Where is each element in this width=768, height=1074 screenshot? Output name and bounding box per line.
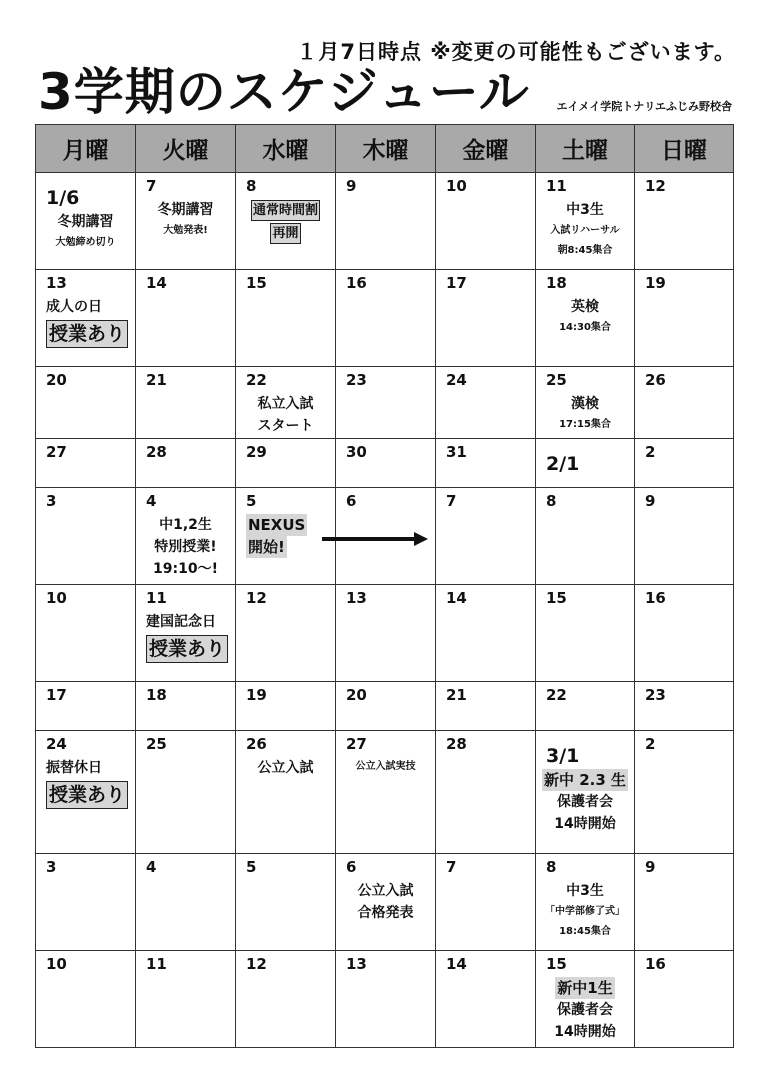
event-text: 開始!: [248, 538, 285, 556]
day-number: 2/1: [546, 453, 580, 475]
day-number: 12: [246, 955, 267, 973]
day-number: 17: [46, 686, 67, 704]
event-text: 公立入試: [357, 883, 414, 899]
day-number: 14: [146, 274, 167, 292]
update-note: １月7日時点 ※変更の可能性もございます。: [296, 40, 736, 64]
event-text: 公立入試: [257, 760, 314, 776]
day-number: 28: [146, 443, 167, 461]
day-number: 13: [346, 589, 367, 607]
day-number: 18: [546, 274, 567, 292]
day-number: 11: [146, 589, 167, 607]
day-cell: [536, 173, 635, 270]
weekday-header-row: [36, 125, 734, 173]
week-row: [36, 270, 734, 367]
day-cell: [436, 731, 536, 854]
day-number: 7: [446, 492, 457, 510]
class-held-badge: 授業あり: [46, 320, 128, 348]
day-number: 13: [46, 274, 67, 292]
day-number: 30: [346, 443, 367, 461]
day-number: 16: [645, 589, 666, 607]
day-cell: [36, 439, 136, 488]
event-text: 大勉締め切り: [55, 237, 116, 248]
day-number: 9: [645, 492, 656, 510]
day-number: 14: [446, 955, 467, 973]
day-number: 15: [546, 955, 567, 973]
week-row: [36, 682, 734, 731]
day-cell: [36, 854, 136, 951]
day-cell: [536, 731, 635, 854]
day-cell: [136, 951, 236, 1048]
day-number: 13: [346, 955, 367, 973]
event-text: 成人の日: [46, 299, 102, 315]
day-number: 7: [446, 858, 457, 876]
class-held-badge: 授業あり: [146, 635, 228, 663]
day-cell: [236, 488, 336, 585]
day-number: 15: [246, 274, 267, 292]
day-cell: [336, 270, 436, 367]
day-number: 3: [46, 492, 57, 510]
day-cell: [236, 367, 336, 439]
day-cell: [236, 854, 336, 951]
day-cell: [536, 854, 635, 951]
day-cell: [635, 439, 734, 488]
day-number: 31: [446, 443, 467, 461]
event-text: 建国記念日: [146, 614, 216, 630]
day-number: 4: [146, 858, 157, 876]
day-number: 21: [146, 371, 167, 389]
event-text: NEXUS: [248, 516, 306, 534]
event-text: 朝8:45集合: [557, 245, 613, 256]
day-number: 12: [645, 177, 666, 195]
weekday-thursday: 木曜: [336, 125, 436, 173]
day-cell: [236, 439, 336, 488]
day-number: 26: [645, 371, 666, 389]
day-cell: [236, 585, 336, 682]
day-cell: [36, 731, 136, 854]
day-number: 27: [346, 735, 367, 753]
day-number: 10: [46, 589, 67, 607]
day-cell: [136, 585, 236, 682]
day-number: 24: [46, 735, 67, 753]
day-number: 6: [346, 492, 357, 510]
day-cell: [136, 173, 236, 270]
event-text: 私立入試: [257, 396, 314, 412]
day-cell: [635, 731, 734, 854]
day-cell: [136, 367, 236, 439]
day-cell: [635, 173, 734, 270]
day-number: 8: [546, 492, 557, 510]
event-text: 14時開始: [554, 1024, 616, 1040]
day-number: 22: [246, 371, 267, 389]
day-number: 6: [346, 858, 357, 876]
day-number: 16: [645, 955, 666, 973]
event-text: 「中学部修了式」: [545, 906, 625, 917]
day-cell: [336, 682, 436, 731]
day-cell: [536, 951, 635, 1048]
day-number: 8: [246, 177, 257, 195]
day-cell: [536, 270, 635, 367]
day-cell: [36, 682, 136, 731]
day-number: 9: [346, 177, 357, 195]
day-number: 23: [346, 371, 367, 389]
day-cell: [436, 173, 536, 270]
event-text: 英検: [571, 299, 599, 315]
day-number: 28: [446, 735, 467, 753]
event-text: 保護者会: [557, 1002, 613, 1018]
day-number: 3/1: [546, 745, 580, 767]
week-row: [36, 731, 734, 854]
event-text: 公立入試実技: [355, 761, 416, 772]
day-cell: [36, 488, 136, 585]
day-number: 10: [46, 955, 67, 973]
event-text: 特別授業!: [154, 539, 217, 555]
day-cell: [436, 488, 536, 585]
week-row: [36, 854, 734, 951]
day-cell: [136, 270, 236, 367]
day-number: 8: [546, 858, 557, 876]
day-number: 21: [446, 686, 467, 704]
day-cell: [36, 585, 136, 682]
day-cell: [336, 439, 436, 488]
day-cell: [436, 682, 536, 731]
day-number: 22: [546, 686, 567, 704]
day-number: 5: [246, 858, 257, 876]
day-number: 23: [645, 686, 666, 704]
page-title: 3学期のスケジュール: [38, 63, 530, 121]
weekday-sunday: 日曜: [635, 125, 734, 173]
weekday-friday: 金曜: [436, 125, 536, 173]
day-cell: [635, 367, 734, 439]
day-cell: [36, 951, 136, 1048]
day-number: 11: [546, 177, 567, 195]
class-held-badge: 授業あり: [46, 781, 128, 809]
day-number: 25: [146, 735, 167, 753]
day-cell: [236, 173, 336, 270]
day-cell: [36, 173, 136, 270]
page-header: [0, 0, 768, 126]
event-text: 中1,2生: [159, 517, 212, 533]
day-number: 5: [246, 492, 257, 510]
day-cell: [36, 367, 136, 439]
event-text: 新中1生: [557, 979, 613, 997]
school-name: エイメイ学院トナリエふじみ野校舎: [556, 100, 732, 113]
event-text: 14時開始: [554, 816, 616, 832]
weekday-tuesday: 火曜: [136, 125, 236, 173]
day-number: 17: [446, 274, 467, 292]
day-number: 10: [446, 177, 467, 195]
day-cell: [336, 173, 436, 270]
day-cell: [536, 682, 635, 731]
day-cell: [136, 488, 236, 585]
day-number: 3: [46, 858, 57, 876]
event-text: 14:30集合: [559, 322, 611, 333]
event-text: 冬期講習: [57, 214, 114, 230]
day-number: 18: [146, 686, 167, 704]
day-cell: [436, 270, 536, 367]
day-cell: [236, 682, 336, 731]
day-cell: [436, 585, 536, 682]
day-cell: [635, 951, 734, 1048]
day-number: 4: [146, 492, 157, 510]
event-text: 大勉発表!: [163, 225, 208, 236]
day-number: 12: [246, 589, 267, 607]
day-cell: [536, 585, 635, 682]
day-cell: [336, 367, 436, 439]
day-cell: [336, 854, 436, 951]
event-text: 19:10～!: [153, 561, 218, 577]
day-cell: [136, 854, 236, 951]
day-number: 1/6: [46, 187, 80, 209]
event-text: 冬期講習: [157, 202, 214, 218]
event-text: 中3生: [566, 202, 604, 218]
event-text: 漢検: [571, 396, 599, 412]
day-number: 24: [446, 371, 467, 389]
day-number: 16: [346, 274, 367, 292]
day-cell: [536, 367, 635, 439]
week-row: [36, 173, 734, 270]
day-cell: [635, 270, 734, 367]
day-number: 19: [645, 274, 666, 292]
event-text: スタート: [257, 418, 314, 434]
day-cell: [236, 951, 336, 1048]
event-text: 中3生: [566, 883, 604, 899]
day-cell: [336, 951, 436, 1048]
event-text: 保護者会: [557, 794, 613, 810]
weekday-saturday: 土曜: [536, 125, 635, 173]
day-number: 26: [246, 735, 267, 753]
day-cell: [336, 585, 436, 682]
day-number: 7: [146, 177, 157, 195]
day-cell: [635, 854, 734, 951]
day-cell: [635, 488, 734, 585]
week-row: [36, 439, 734, 488]
day-number: 29: [246, 443, 267, 461]
event-text: 入試リハーサル: [550, 225, 620, 236]
weekday-wednesday: 水曜: [236, 125, 336, 173]
day-number: 2: [645, 735, 656, 753]
day-cell: [536, 488, 635, 585]
day-number: 27: [46, 443, 67, 461]
event-text: 再開: [270, 223, 300, 244]
day-number: 20: [346, 686, 367, 704]
weekday-monday: 月曜: [36, 125, 136, 173]
day-cell: [436, 854, 536, 951]
day-cell: [136, 731, 236, 854]
day-cell: [136, 682, 236, 731]
week-row: [36, 367, 734, 439]
event-text: 合格発表: [357, 905, 414, 921]
day-number: 25: [546, 371, 567, 389]
event-text: 新中 2.3 生: [543, 771, 627, 789]
schedule-calendar: [35, 124, 734, 1048]
day-cell: [236, 731, 336, 854]
day-cell: [536, 439, 635, 488]
day-cell: [436, 951, 536, 1048]
event-text: 17:15集合: [559, 419, 611, 430]
day-cell: [635, 682, 734, 731]
day-cell: [236, 270, 336, 367]
day-cell: [36, 270, 136, 367]
day-cell: [436, 367, 536, 439]
day-cell: [436, 439, 536, 488]
day-number: 15: [546, 589, 567, 607]
event-text: 通常時間割: [251, 200, 320, 221]
day-number: 19: [246, 686, 267, 704]
week-row: [36, 585, 734, 682]
day-cell: [635, 585, 734, 682]
day-number: 20: [46, 371, 67, 389]
nexus-period-arrow: [322, 529, 430, 549]
day-number: 9: [645, 858, 656, 876]
day-number: 11: [146, 955, 167, 973]
day-number: 14: [446, 589, 467, 607]
event-text: 18:45集合: [559, 926, 611, 937]
day-cell: [336, 731, 436, 854]
week-row: [36, 951, 734, 1048]
event-text: 振替休日: [46, 760, 102, 776]
day-number: 2: [645, 443, 656, 461]
day-cell: [136, 439, 236, 488]
